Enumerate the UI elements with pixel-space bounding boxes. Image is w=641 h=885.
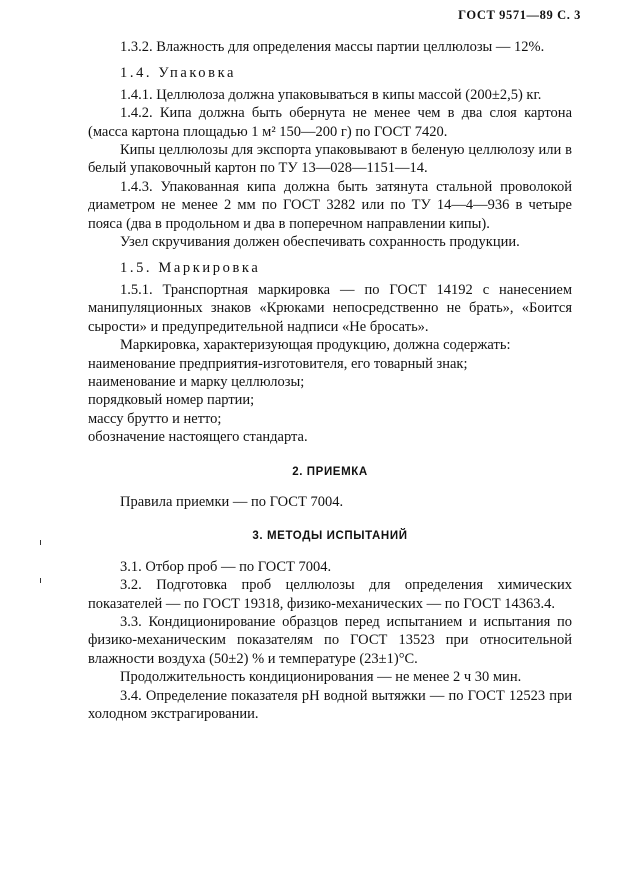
paragraph-3-4: 3.4. Определение показателя рН водной вытяжки — по ГОСТ 12523 при холодном экстрагировании. bbox=[88, 687, 572, 722]
paragraph-1-3-2: 1.3.2. Влажность для определения массы партии целлюлозы — 12%. bbox=[120, 39, 545, 55]
margin-tick-mark bbox=[40, 578, 41, 583]
marking-list-item: массу брутто и нетто; bbox=[88, 410, 222, 427]
marking-list-item: наименование и марку целлюлозы; bbox=[88, 373, 305, 390]
subheading-marking: 1.5. Маркировка bbox=[120, 260, 261, 277]
paragraph-3-3: 3.3. Кондиционирование образцов перед испытанием и испытания по физико-механическим показателям по ГОСТ 13523 при относительной влажности воздуха (50±2) % и температуре (23±1)°С. bbox=[88, 613, 572, 667]
running-head: ГОСТ 9571—89 С. 3 bbox=[458, 8, 581, 22]
paragraph-1-4-3: 1.4.3. Упакованная кипа должна быть затянута стальной проволокой диаметром не менее 2 мм по ГОСТ 3282 или по ТУ 14—4—936 в четыре пояса (два в продольном и два в поперечном направлении кипы). bbox=[88, 178, 572, 232]
paragraph-3-1: 3.1. Отбор проб — по ГОСТ 7004. bbox=[120, 558, 332, 575]
subheading-packaging: 1.4. Упаковка bbox=[120, 65, 237, 82]
section-title-acceptance: 2. ПРИЕМКА bbox=[292, 465, 368, 478]
paragraph-knot: Узел скручивания должен обеспечивать сохранность продукции. bbox=[120, 234, 520, 251]
paragraph-1-4-1: 1.4.1. Целлюлоза должна упаковываться в кипы массой (200±2,5) кг. bbox=[120, 86, 542, 103]
paragraph-export-packaging: Кипы целлюлозы для экспорта упаковывают в беленую целлюлозу или в белый упаковочный картон по ТУ 13—028—1151—14. bbox=[88, 142, 572, 177]
paragraph-acceptance-rules: Правила приемки — по ГОСТ 7004. bbox=[120, 493, 344, 510]
marking-list-item: порядковый номер партии; bbox=[88, 392, 255, 409]
section-title-test-methods: 3. МЕТОДЫ ИСПЫТАНИЙ bbox=[252, 530, 408, 543]
document-body bbox=[88, 38, 572, 723]
paragraph-marking-intro: Маркировка, характеризующая продукцию, должна содержать: bbox=[120, 337, 511, 354]
marking-list-item: обозначение настоящего стандарта. bbox=[88, 429, 308, 446]
paragraph-conditioning-duration: Продолжительность кондиционирования — не менее 2 ч 30 мин. bbox=[120, 669, 522, 686]
marking-list-item: наименование предприятия-изготовителя, его товарный знак; bbox=[88, 355, 468, 372]
paragraph-3-2: 3.2. Подготовка проб целлюлозы для определения химических показателей — по ГОСТ 19318, физико-механических — по ГОСТ 14363.4. bbox=[88, 577, 572, 612]
margin-tick-mark bbox=[40, 540, 41, 545]
paragraph-1-4-2: 1.4.2. Кипа должна быть обернута не менее чем в два слоя картона (масса картона площадью 1 м² 150—200 г) по ГОСТ 7420. bbox=[88, 105, 572, 140]
paragraph-1-5-1: 1.5.1. Транспортная маркировка — по ГОСТ 14192 с нанесением манипуляционных знаков «Крюками непосредственно не брать», «Боится сырости» и предупредительной надписи «Не бросать». bbox=[88, 281, 572, 335]
